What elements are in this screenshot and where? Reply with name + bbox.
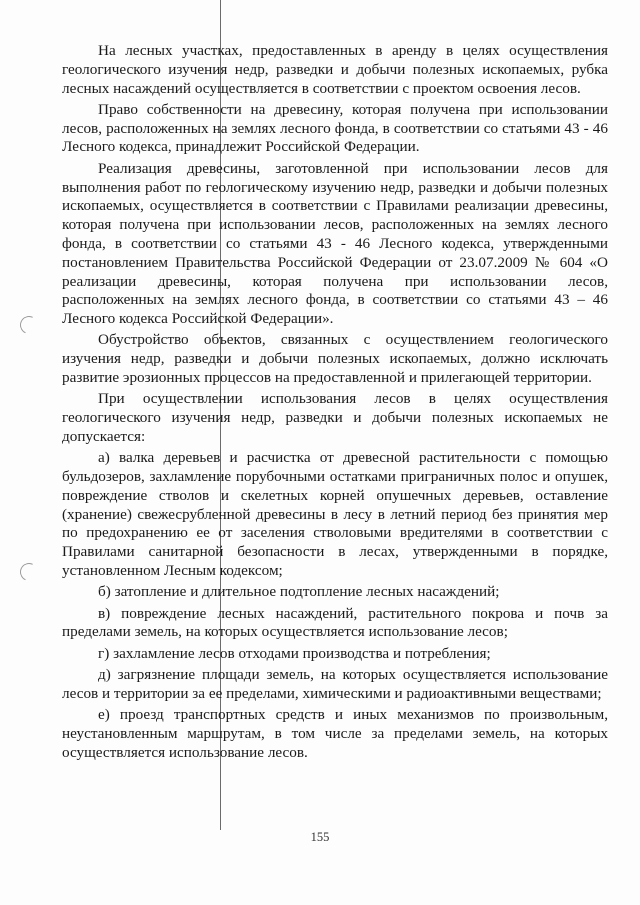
paragraph: Право собственности на древесину, которая получена при использовании лесов, расположенных на землях лесного фонда, в соответствии со статьями 43 - 46 Лесного кодекса, принадлежит Российской Федерации. xyxy=(62,100,608,156)
list-item: а) валка деревьев и расчистка от древесной растительности с помощью бульдозеров, захламление порубочными остатками приграничных полос и опушек, повреждение стволов и скелетных корней опушечных деревьев, оставление (хранение) свежесрубленной древесины в лесу в летний период без принятия мер по предохранению ее от заселения стволовыми вредителями в соответствии с Правилами санитарной безопасности в лесах, утвержденными в порядке, установленном Лесным кодексом; xyxy=(62,449,608,580)
list-item: в) повреждение лесных насаждений, растительного покрова и почв за пределами земель, на которых осуществляется использование лесов; xyxy=(62,604,608,641)
paragraph: Реализация древесины, заготовленной при использовании лесов для выполнения работ по геологическому изучению недр, разведки и добычи полезных ископаемых, осуществляется в соответствии с Правилами реализации древесины, которая получена при использовании лесов, расположенных на землях лесного фонда, в соответствии со статьями 43 - 46 Лесного кодекса, утвержденными постановлением Правительства Российской Федерации от 23.07.2009 № 604 «О реализации древесины, которая получена при использовании лесов, расположенных на землях лесного фонда, в соответствии со статьями 43 – 46 Лесного кодекса Российской Федерации». xyxy=(62,159,608,328)
list-item: г) захламление лесов отходами производства и потребления; xyxy=(98,644,491,662)
paragraph: Обустройство объектов, связанных с осуществлением геологического изучения недр, разведки и добычи полезных ископаемых, должно исключать развитие эрозионных процессов на предоставленной и прилегающей территории. xyxy=(62,331,608,387)
paragraph: На лесных участках, предоставленных в аренду в целях осуществления геологического изучения недр, разведки и добычи полезных ископаемых, рубка лесных насаждений осуществляется в соответствии с проектом освоения лесов. xyxy=(62,42,608,97)
list-item: е) проезд транспортных средств и иных механизмов по произвольным, неустановленным маршрутам, в том числе за пределами земель, на которых осуществляется использование лесов. xyxy=(62,706,608,761)
punch-hole-mark xyxy=(17,313,40,336)
document-body xyxy=(62,42,608,762)
page-number: 155 xyxy=(310,830,330,844)
list-item: б) затопление и длительное подтопление лесных насаждений; xyxy=(98,583,500,601)
paragraph: При осуществлении использования лесов в целях осуществления геологического изучения недр, разведки и добычи полезных ископаемых не допускается: xyxy=(62,390,608,445)
punch-hole-mark xyxy=(17,560,40,583)
list-item: д) загрязнение площади земель, на которых осуществляется использование лесов и территории за ее пределами, химическими и радиоактивными веществами; xyxy=(62,666,608,702)
